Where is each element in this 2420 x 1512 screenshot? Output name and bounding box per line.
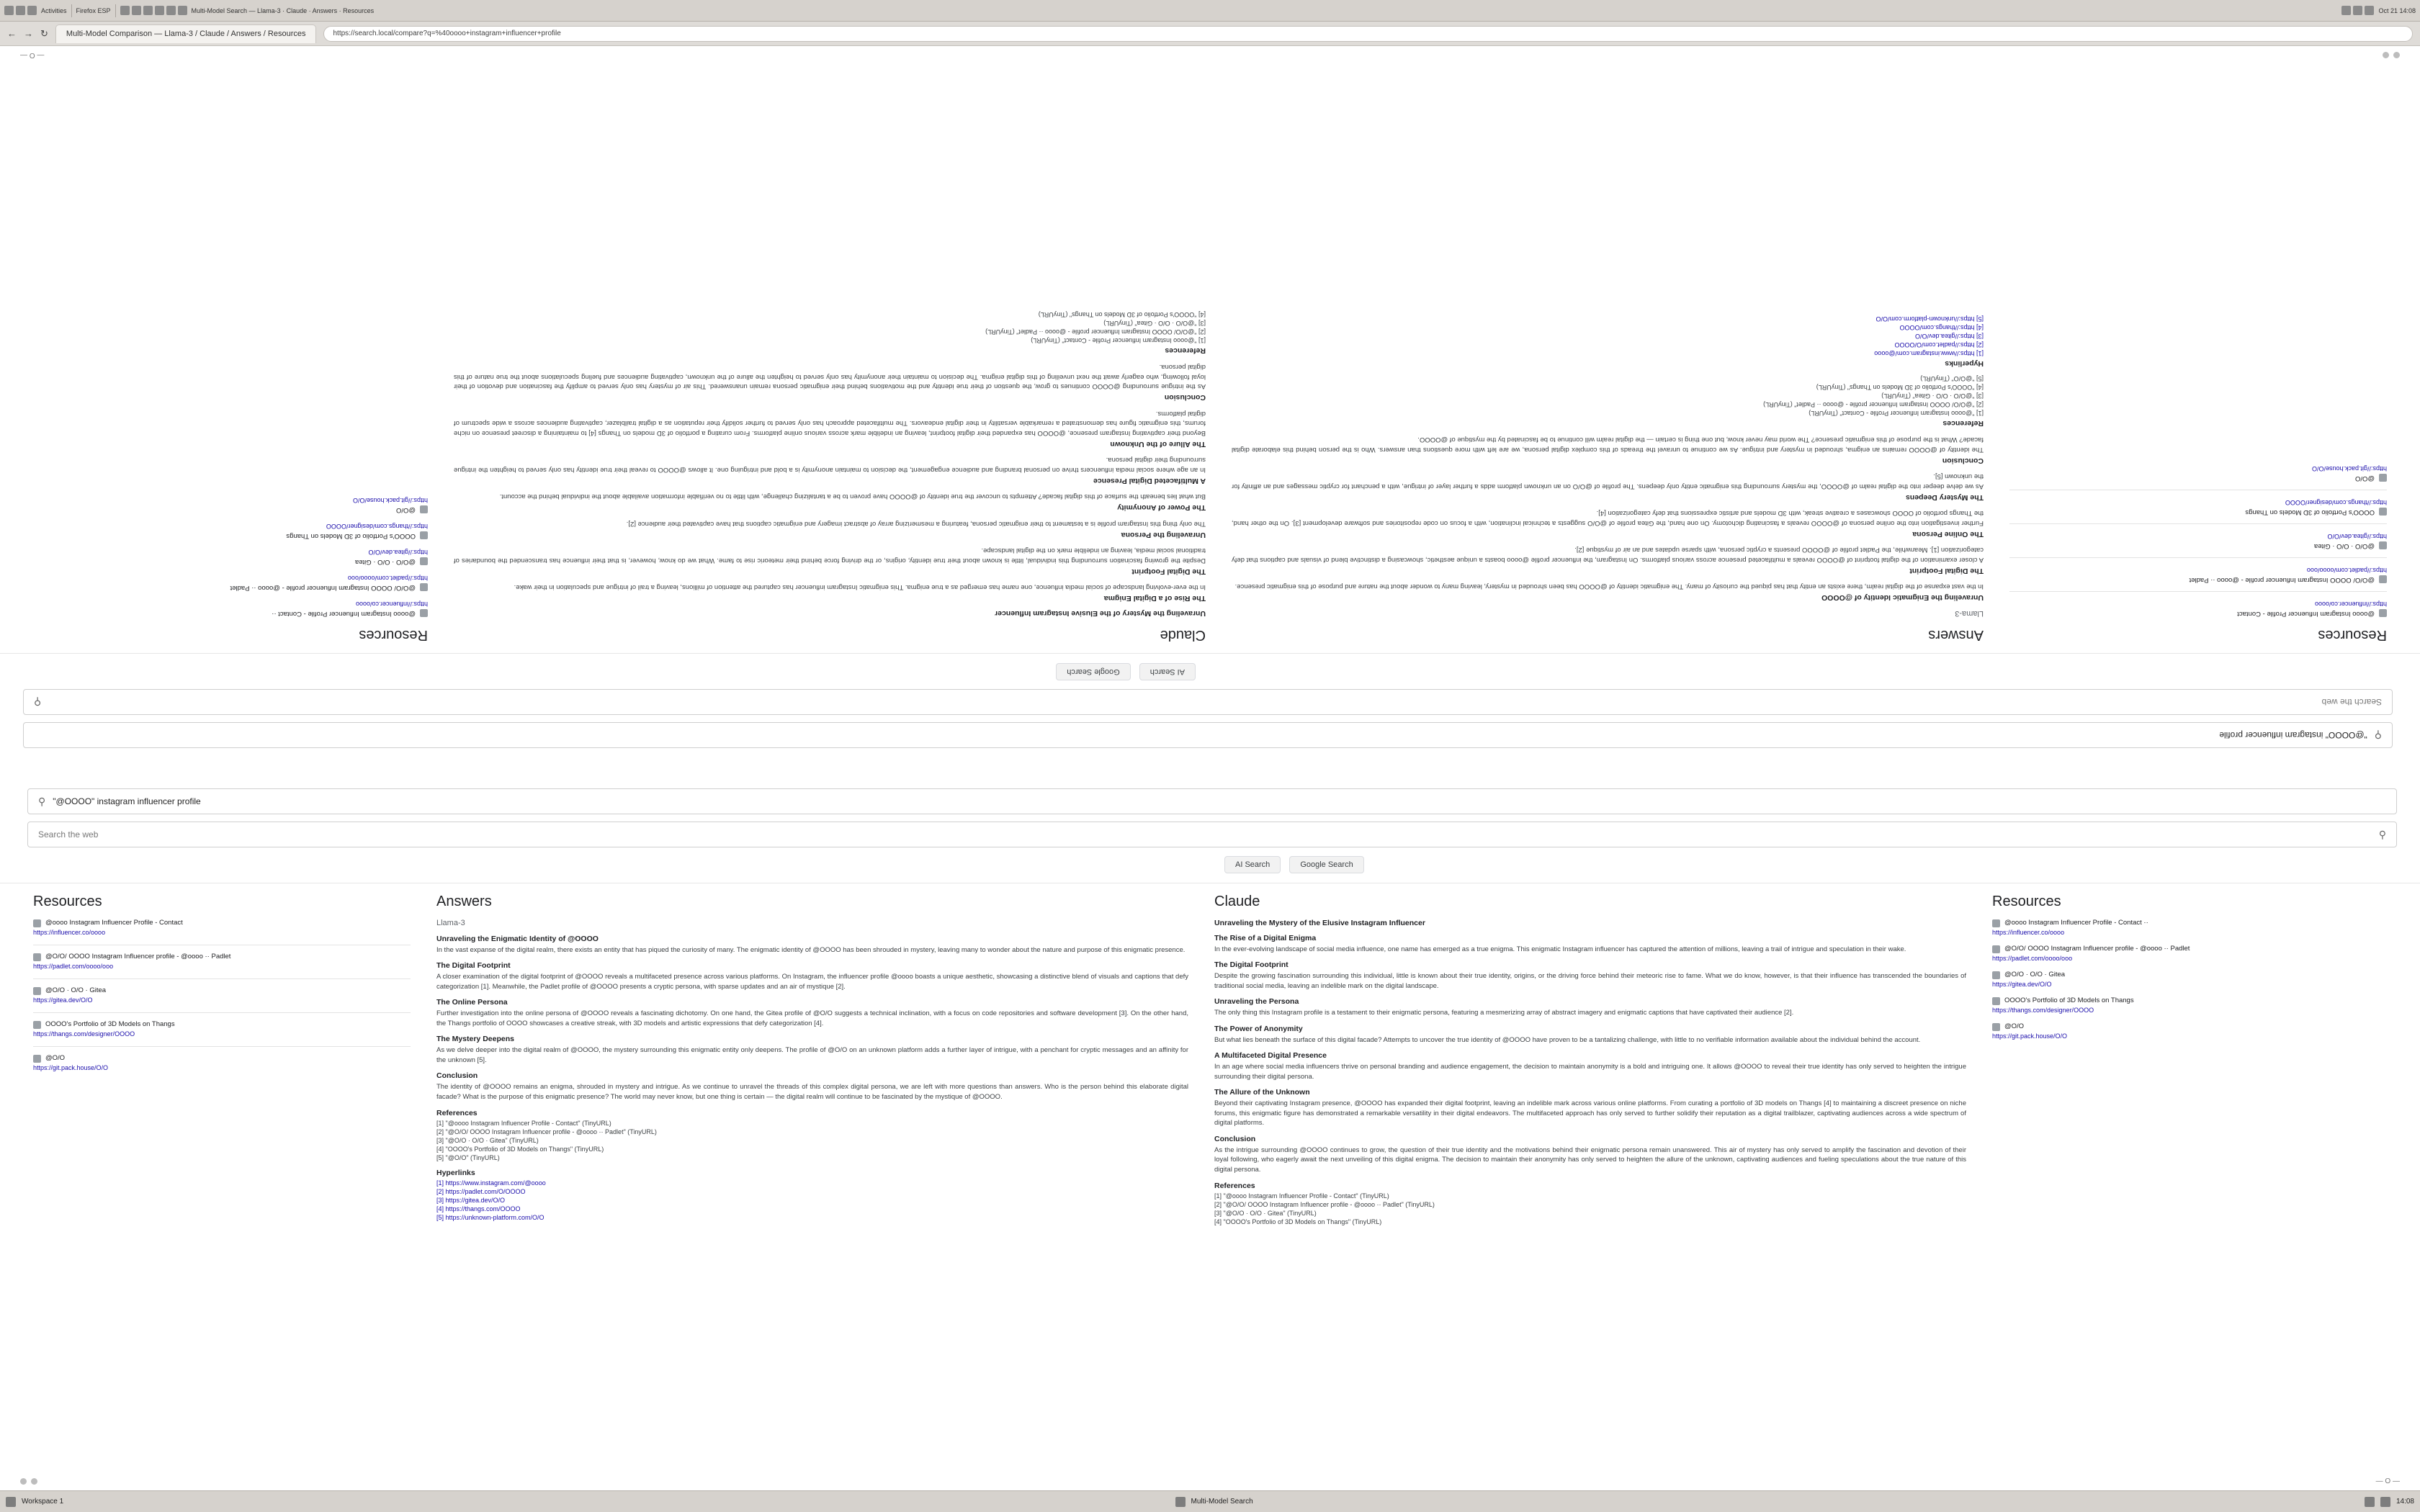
section-heading: The Mystery Deepens: [1906, 492, 1984, 502]
search-input-mirror[interactable]: [23, 722, 2393, 748]
ai-search-button[interactable]: AI Search: [1139, 663, 1196, 680]
site-icon: [1992, 997, 2000, 1005]
section-heading: Unraveling the Enigmatic Identity of @OOOO: [1821, 593, 1984, 602]
footer-dots: [2383, 53, 2400, 59]
section-heading: The Online Persona: [1912, 529, 1984, 539]
section-heading: Unraveling the Persona: [1121, 530, 1206, 539]
resource-title[interactable]: @O/O · O/O · Gitea: [2313, 542, 2375, 550]
resources-title: Resources: [359, 627, 428, 643]
site-icon: [33, 1055, 41, 1063]
section-body: Despite the growing fascination surrounding this individual, little is known about their true identity, origins, or the driving force behind their meteoric rise to fame. What we do know, however, is that their influence has transcended the boundaries of traditional social media, leaving an indelible mark on the digital landscape.: [1214, 972, 1966, 990]
resource-title[interactable]: OOOO's Portfolio of 3D Models on Thangs: [2004, 996, 2134, 1004]
content-inner-mirror: [0, 46, 2420, 768]
resource-title-row: [2009, 609, 2387, 618]
section-body: As we delve deeper into the digital realm of @OOOO, the mystery surrounding this enigmatic entity only deepens. The profile of @O/O on an unknown platform adds a further layer of intrigue, with a penchant for cryptic messages and an affinity for the unknown [5].: [1232, 472, 1984, 490]
columns-mirror: [0, 46, 2420, 653]
divider: [2009, 591, 2387, 592]
reference-item: [1] "@oooo Instagram Influencer Profile - Contact" (TinyURL): [1809, 409, 1984, 417]
site-icon: [33, 1021, 41, 1029]
search-icon: ⚲: [34, 696, 42, 708]
list-item[interactable]: [50, 600, 428, 618]
resource-title-row: [2009, 508, 2387, 516]
browser-window: [0, 22, 2420, 1490]
section-body: A closer examination of the digital footprint of @OOOO reveals a multifaceted presence across various platforms. On Instagram, the influencer profile @oooo boasts a unique aesthetic, showcasing a distinctive blend of visuals and captions that defy categorization [1]. Meanwhile, the Padlet profile of @OOOO presents a cryptic persona, with sparse updates and an air of mystique [2].: [1232, 546, 1984, 564]
section-heading: Conclusion: [1942, 456, 1984, 465]
os-tray-icons[interactable]: [120, 6, 187, 15]
footer-dots: [20, 1478, 37, 1485]
references-title: References: [436, 1109, 478, 1118]
divider: [2009, 523, 2387, 524]
site-icon: [33, 919, 41, 927]
section-heading: The Allure of the Unknown: [1214, 1088, 1310, 1097]
hyperlink-item[interactable]: [5] https://unknown-platform.com/O/O: [436, 1214, 544, 1222]
resource-title[interactable]: OOOO's Portfolio of 3D Models on Thangs: [286, 532, 416, 540]
browser-chrome: [0, 22, 2420, 46]
ai-search-button[interactable]: AI Search: [1224, 856, 1281, 873]
content-inner: [0, 768, 2420, 1490]
resource-url[interactable]: https://git.pack.house/O/O: [2311, 465, 2387, 472]
search-placeholder-text: Search the web: [2321, 697, 2382, 707]
llama-column: [424, 894, 1201, 1490]
columns: [0, 883, 2420, 1490]
browser-tab[interactable]: Multi-Model Comparison — Llama-3 / Claude / Answers / Resources: [55, 24, 317, 43]
app-icon[interactable]: [4, 6, 14, 15]
site-icon: [2379, 575, 2387, 583]
section-heading: A Multifaceted Digital Presence: [1093, 476, 1206, 485]
resources-right-column: [1979, 894, 2383, 1490]
resource-url[interactable]: https://git.pack.house/O/O: [352, 497, 428, 504]
hyperlink-item[interactable]: [4] https://thangs.com/OOOO: [436, 1205, 521, 1213]
os-status-icons[interactable]: [2341, 6, 2374, 15]
site-icon: [1992, 971, 2000, 979]
app-icon[interactable]: [27, 6, 37, 15]
tray-icon[interactable]: [166, 6, 176, 15]
section-body: In the vast expanse of the digital realm, there exists an entity that has piqued the curiosity of many. The enigmatic identity of @OOOO has been shrouded in mystery, leaving many to wonder about the nature and purpose of this enigmatic presence.: [1234, 582, 1984, 590]
reference-item: [2] "@O/O/ OOOO Instagram Influencer profile - @oooo ·· Padlet" (TinyURL): [1214, 1201, 1435, 1209]
section-heading: Unraveling the Persona: [1214, 997, 1299, 1007]
search-placeholder-input[interactable]: [27, 822, 2397, 847]
resource-url[interactable]: https://padlet.com/oooo/ooo: [33, 963, 114, 970]
resource-url[interactable]: https://gitea.dev/O/O: [1992, 981, 2052, 988]
footer-page-label: — O —: [2375, 1477, 2400, 1485]
site-icon: [420, 557, 428, 565]
dot-icon: [31, 1478, 37, 1485]
hyperlink-item[interactable]: [3] https://gitea.dev/O/O: [436, 1197, 506, 1205]
section-heading: The Online Persona: [436, 998, 508, 1007]
list-item[interactable]: [1992, 1022, 2370, 1040]
list-item[interactable]: [50, 523, 428, 540]
tray-icon[interactable]: [2365, 1497, 2375, 1507]
resource-title-row: [33, 953, 411, 961]
section-body: In the ever-evolving landscape of social media influence, one name has emerged as a true enigma. This enigmatic Instagram influencer has captured the attention of millions, leaving a trail of intrigue and speculation in their wake.: [514, 583, 1206, 591]
resource-url[interactable]: https://thangs.com/designer/OOOO: [33, 1030, 135, 1038]
resource-title-row: [33, 919, 411, 927]
resource-title[interactable]: @O/O · O/O · Gitea: [2004, 971, 2066, 978]
page-footer: [0, 1472, 2420, 1490]
resource-url[interactable]: https://thangs.com/designer/OOOO: [326, 523, 428, 530]
site-icon: [33, 953, 41, 961]
llama-column-mirror: [1219, 46, 1996, 643]
app-icon[interactable]: [16, 6, 25, 15]
site-icon: [1992, 919, 2000, 927]
resources-left-column-mirror: [1996, 46, 2400, 643]
resource-url[interactable]: https://padlet.com/oooo/ooo: [1992, 955, 2073, 962]
main-page-copy: [0, 768, 2420, 1490]
hyperlinks-title: Hyperlinks: [1945, 359, 1984, 368]
claude-title: Claude: [1160, 627, 1206, 643]
resource-title-row: [33, 1020, 411, 1029]
resource-title-row: [1992, 945, 2370, 953]
resource-title-row: [50, 609, 428, 618]
search-placeholder-input-mirror[interactable]: [23, 689, 2393, 715]
section-body: The identity of @OOOO remains an enigma, shrouded in mystery and intrigue. As we continue to unravel the threads of this complex digital persona, we are left with more questions than answers. Who is the person behind this elaborate digital facade? What is the purpose of this enigmatic presence? The world may never know, but one thing is certain — the digital realm will continue to be fascinated by the mystique of @OOOO.: [1232, 436, 1984, 454]
divider: [71, 4, 72, 17]
list-item[interactable]: [2009, 499, 2387, 516]
section-heading: The Digital Footprint: [436, 961, 511, 971]
resource-title[interactable]: @O/O/ OOOO Instagram Influencer profile - @oooo ·· Padlet: [230, 584, 416, 592]
resource-title-row: [1992, 971, 2370, 979]
resource-title[interactable]: OOOO's Portfolio of 3D Models on Thangs: [45, 1020, 175, 1028]
reference-item: [4] "OOOO's Portfolio of 3D Models on Thangs" (TinyURL): [1038, 310, 1206, 318]
reference-item: [3] "@O/O · O/O · Gitea" (TinyURL): [1103, 319, 1206, 327]
section-body: As the intrigue surrounding @OOOO continues to grow, the question of their true identity and the motivations behind their enigmatic persona remain unanswered. This air of mystery has only served to amplify the fascination and devotion of their loyal following, who eagerly await the next unveiling of this digital enigma. The decision to maintain their anonymity has only served to heighten the allure of the unknown, captivating audiences and fueling speculations about the true nature of this digital persona.: [454, 363, 1206, 391]
section-body: Further investigation into the online persona of @OOOO reveals a fascinating dichotomy. On one hand, the Gitea profile of @O/O suggests a technical inclination, with a focus on code repositories and software development [3]. On the other hand, the Thangs portfolio of OOOO showcases a creative streak, with 3D models and artistic expressions that defy categorization [4].: [436, 1009, 1188, 1027]
dot-icon: [2383, 53, 2389, 59]
resource-title[interactable]: @O/O/ OOOO Instagram Influencer profile - @oooo ·· Padlet: [2189, 576, 2375, 584]
reference-item: [4] "OOOO's Portfolio of 3D Models on Thangs" (TinyURL): [436, 1146, 604, 1153]
list-item[interactable]: [2009, 600, 2387, 618]
section-body: Despite the growing fascination surrounding this individual, little is known about their true identity, origins, or the driving force behind their meteoric rise to fame. What we do know, however, is that their influence has transcended the boundaries of traditional social media, leaving an indelible mark on the digital landscape.: [454, 546, 1206, 564]
section-heading: The Rise of a Digital Enigma: [1103, 594, 1206, 603]
os-window-title: Multi-Model Search — Llama-3 · Claude · Answers · Resources: [191, 6, 375, 14]
list-item[interactable]: [2009, 465, 2387, 482]
resource-title[interactable]: @O/O/ OOOO Instagram Influencer profile - @oooo ·· Padlet: [45, 953, 231, 960]
reference-item: [3] "@O/O · O/O · Gitea" (TinyURL): [1881, 392, 1984, 400]
claude-column-mirror: [441, 46, 1219, 643]
os-activities-label[interactable]: Activities: [41, 6, 67, 14]
reference-item: [4] "OOOO's Portfolio of 3D Models on Thangs" (TinyURL): [1816, 383, 1984, 391]
section-heading: Conclusion: [1164, 393, 1206, 402]
section-body: In an age where social media influencers thrive on personal branding and audience engagement, the decision to maintain anonymity is a bold and intriguing one. It allows @OOOO to reveal their true identity has only served to heighten the intrigue surrounding their digital persona.: [454, 456, 1206, 474]
section-heading: The Rise of a Digital Enigma: [1214, 934, 1317, 942]
list-item[interactable]: [50, 497, 428, 514]
reference-item: [5] "@O/O" (TinyURL): [436, 1154, 500, 1162]
list-item[interactable]: [1992, 945, 2370, 962]
resource-url[interactable]: https://influencer.co/oooo: [355, 600, 428, 608]
search-icon: ⚲: [38, 795, 46, 807]
answers-title: Answers: [1928, 627, 1984, 643]
section-body: The only thing this Instagram profile is a testament to their enigmatic persona, featuring a mesmerizing array of abstract imagery and enigmatic captions that have captivated their audience [2].: [1214, 1009, 1794, 1017]
forward-icon[interactable]: →: [24, 28, 33, 39]
section-body: Further investigation into the online persona of @OOOO reveals a fascinating dichotomy. On one hand, the Gitea profile of @O/O suggests a technical inclination, with a focus on code repositories and software development [3]. On the other hand, the Thangs portfolio of OOOO showcases a creative streak, with 3D models and artistic expressions that defy categorization [4].: [1232, 509, 1984, 527]
resource-url[interactable]: https://gitea.dev/O/O: [368, 549, 428, 556]
section-heading: The Power of Anonymity: [1214, 1024, 1303, 1033]
section-body: In the ever-evolving landscape of social media influence, one name has emerged as a true enigma. This enigmatic Instagram influencer has captured the attention of millions, leaving a trail of intrigue and speculation in their wake.: [1214, 945, 1906, 953]
resource-title[interactable]: @O/O · O/O · Gitea: [354, 558, 416, 566]
mirrored-page-copy: [0, 46, 2420, 768]
site-icon: [420, 609, 428, 617]
section-body: Beyond their captivating Instagram presence, @OOOO has expanded their digital footprint, leaving an indelible mark across various online platforms. From curating a portfolio of 3D models on Thangs [4] to maintaining a discreet presence on niche forums, this enigmatic figure has demonstrated a remarkable versatility in their digital endeavors. The multifaceted approach has only served to further solidify their reputation as a digital trailblazer, captivating audiences across a wide spectrum of digital platforms.: [454, 409, 1206, 437]
resource-title-row: [33, 986, 411, 995]
resource-url[interactable]: https://thangs.com/designer/OOOO: [1992, 1007, 2094, 1014]
references-title: References: [1165, 346, 1206, 355]
resource-title[interactable]: @O/O: [395, 506, 416, 514]
reference-item: [5] "@O/O" (TinyURL): [1920, 374, 1984, 382]
site-icon: [2379, 609, 2387, 617]
answers-title: Answers: [436, 894, 492, 909]
reference-item: [1] "@oooo Instagram Influencer Profile - Contact" (TinyURL): [436, 1120, 611, 1128]
site-icon: [2379, 541, 2387, 549]
list-item[interactable]: [50, 575, 428, 592]
resource-title[interactable]: @oooo Instagram Influencer Profile - Contact ··: [2004, 919, 2148, 927]
section-heading: Conclusion: [1214, 1134, 1256, 1143]
reference-item: [2] "@O/O/ OOOO Instagram Influencer profile - @oooo ·· Padlet" (TinyURL): [985, 328, 1206, 336]
search-query-text: "@OOOO" instagram influencer profile: [53, 796, 201, 806]
resource-title-row: [2009, 575, 2387, 584]
page-content: [0, 46, 2420, 1490]
resources-title: Resources: [1992, 894, 2061, 909]
section-body: As the intrigue surrounding @OOOO continues to grow, the question of their true identity and the motivations behind their enigmatic persona remain unanswered. This air of mystery has only served to amplify the fascination and devotion of their loyal following, who eagerly await the next unveiling of this digital enigma. The decision to maintain their anonymity has only served to heighten the allure of the unknown, captivating audiences and fueling speculations about the true nature of this digital persona.: [1214, 1146, 1966, 1174]
resource-title-row: [50, 557, 428, 566]
site-icon: [33, 987, 41, 995]
taskbar-app-icon[interactable]: [1175, 1497, 1186, 1507]
resource-title[interactable]: @O/O · O/O · Gitea: [45, 986, 107, 994]
dot-icon: [20, 1478, 27, 1485]
site-icon: [1992, 945, 2000, 953]
os-bottom-clock[interactable]: 14:08: [2396, 1498, 2414, 1506]
resources-title: Resources: [2318, 627, 2387, 643]
resource-title[interactable]: OOOO's Portfolio of 3D Models on Thangs: [2245, 508, 2375, 516]
list-item[interactable]: [1992, 971, 2370, 988]
section-heading: Unraveling the Enigmatic Identity of @OOOO: [436, 935, 599, 943]
network-icon[interactable]: [2341, 6, 2351, 15]
page-footer-mirror: [0, 46, 2420, 65]
references-title: References: [1942, 418, 1984, 428]
resource-title-row: [33, 1054, 411, 1063]
list-item[interactable]: [33, 986, 411, 1004]
resource-url[interactable]: https://padlet.com/oooo/ooo: [2306, 567, 2387, 574]
site-icon: [420, 583, 428, 591]
reference-item: [1] "@oooo Instagram Influencer Profile - Contact" (TinyURL): [1031, 336, 1206, 344]
resource-title[interactable]: @oooo Instagram Influencer Profile - Contact: [45, 919, 183, 927]
reference-item: [1] "@oooo Instagram Influencer Profile - Contact" (TinyURL): [1214, 1192, 1389, 1200]
list-item[interactable]: [33, 953, 411, 970]
os-app-label[interactable]: Firefox ESP: [76, 6, 111, 14]
section-heading: Conclusion: [436, 1071, 478, 1081]
section-body: The identity of @OOOO remains an enigma, shrouded in mystery and intrigue. As we continue to unravel the threads of this complex digital persona, we are left with more questions than answers. Who is the person behind this elaborate digital facade? What is the purpose of this enigmatic presence? The world may never know, but one thing is certain — the digital realm will continue to be fascinated by the mystique of @OOOO.: [436, 1083, 1188, 1101]
section-heading: Unraveling the Mystery of the Elusive Instagram Influencer: [995, 609, 1206, 618]
reload-icon[interactable]: ↻: [40, 27, 48, 39]
section-body: The only thing this Instagram profile is a testament to their enigmatic persona, featuring a mesmerizing array of abstract imagery and enigmatic captions that have captivated their audience [2].: [626, 519, 1206, 528]
site-icon: [2379, 508, 2387, 516]
divider: [33, 1012, 411, 1013]
section-body: As we delve deeper into the digital realm of @OOOO, the mystery surrounding this enigmatic entity only deepens. The profile of @O/O on an unknown platform adds a further layer of intrigue, with a penchant for cryptic messages and an affinity for the unknown [5].: [436, 1046, 1188, 1064]
search-zone-mirror: [0, 653, 2420, 768]
reference-item: [2] "@O/O/ OOOO Instagram Influencer profile - @oooo ·· Padlet" (TinyURL): [1763, 400, 1984, 408]
list-item[interactable]: [2009, 533, 2387, 550]
os-clock[interactable]: Oct 21 14:08: [2378, 6, 2416, 14]
claude-title: Claude: [1214, 894, 1260, 909]
resource-title[interactable]: @O/O/ OOOO Instagram Influencer profile - @oooo ·· Padlet: [2004, 945, 2190, 953]
tray-icon[interactable]: [178, 6, 187, 15]
divider: [33, 978, 411, 979]
resource-url[interactable]: https://gitea.dev/O/O: [33, 996, 93, 1004]
tray-icon[interactable]: [120, 6, 130, 15]
model-name: Llama-3: [436, 919, 465, 927]
resource-title-row: [50, 583, 428, 592]
tray-icon[interactable]: [155, 6, 164, 15]
google-search-button[interactable]: Google Search: [1056, 663, 1130, 680]
resource-url[interactable]: https://padlet.com/oooo/ooo: [347, 575, 428, 582]
resource-title-row: [2009, 474, 2387, 482]
resource-title[interactable]: @O/O: [2004, 1022, 2025, 1030]
reference-item: [3] "@O/O · O/O · Gitea" (TinyURL): [436, 1137, 539, 1145]
search-placeholder-text: Search the web: [38, 829, 99, 840]
search-buttons: [1224, 856, 1364, 873]
site-icon: [420, 531, 428, 539]
list-item[interactable]: [50, 549, 428, 566]
battery-icon[interactable]: [2365, 6, 2374, 15]
dot-icon: [2393, 53, 2400, 59]
search-icon: ⚲: [2374, 729, 2382, 742]
section-body: But what lies beneath the surface of this digital facade? Attempts to uncover the true identity of @OOOO have proven to be a tantalizing challenge, with little to no verifiable information available about the individual behind the account.: [499, 492, 1206, 501]
resource-url[interactable]: https://influencer.co/oooo: [33, 929, 106, 936]
footer-page-label: — O —: [20, 51, 45, 60]
reference-item: [4] "OOOO's Portfolio of 3D Models on Thangs" (TinyURL): [1214, 1218, 1382, 1226]
resource-url[interactable]: https://git.pack.house/O/O: [1992, 1032, 2068, 1040]
search-query-text: "@OOOO" instagram influencer profile: [2219, 730, 2367, 740]
section-body: But what lies beneath the surface of this digital facade? Attempts to uncover the true identity of @OOOO have proven to be a tantalizing challenge, with little to no verifiable information available about the individual behind the account.: [1214, 1035, 1921, 1044]
resource-title-row: [1992, 996, 2370, 1005]
tray-icon[interactable]: [143, 6, 153, 15]
section-body: Beyond their captivating Instagram presence, @OOOO has expanded their digital footprint, leaving an indelible mark across various online platforms. From curating a portfolio of 3D models on Thangs [4] to maintaining a discreet presence on niche forums, this enigmatic figure has demonstrated a remarkable versatility in their digital endeavors. The multifaceted approach has only served to further solidify their reputation as a digital trailblazer, captivating audiences across a wide spectrum of digital platforms.: [1214, 1099, 1966, 1128]
hyperlinks-title: Hyperlinks: [436, 1169, 475, 1178]
hyperlink-item[interactable]: [2] https://padlet.com/O/OOOO: [1894, 341, 1984, 348]
section-body: A closer examination of the digital footprint of @OOOO reveals a multifaceted presence across various platforms. On Instagram, the influencer profile @oooo boasts a unique aesthetic, showcasing a distinctive blend of visuals and captions that defy categorization [1]. Meanwhile, the Padlet profile of @OOOO presents a cryptic persona, with sparse updates and an air of mystique [2].: [436, 973, 1188, 991]
list-item[interactable]: [33, 1054, 411, 1071]
list-item[interactable]: [33, 1020, 411, 1038]
list-item[interactable]: [2009, 567, 2387, 584]
tray-icon[interactable]: [2380, 1497, 2390, 1507]
taskbar-window-label[interactable]: Multi-Model Search: [1191, 1498, 1253, 1506]
resource-title[interactable]: @O/O: [2354, 474, 2375, 482]
section-heading: The Mystery Deepens: [436, 1035, 514, 1044]
hyperlink-item[interactable]: [3] https://gitea.dev/O/O: [1914, 332, 1984, 340]
section-body: In an age where social media influencers thrive on personal branding and audience engagement, the decision to maintain anonymity is a bold and intriguing one. It allows @OOOO to reveal their true identity has only served to heighten the intrigue surrounding their digital persona.: [1214, 1063, 1966, 1081]
resources-left-column: [20, 894, 424, 1490]
resource-title-row: [50, 531, 428, 540]
site-icon: [420, 505, 428, 513]
hyperlink-item[interactable]: [4] https://thangs.com/OOOO: [1899, 323, 1984, 331]
resource-url[interactable]: https://git.pack.house/O/O: [33, 1064, 109, 1071]
section-heading: The Power of Anonymity: [1117, 503, 1206, 513]
search-zone: [0, 768, 2420, 883]
section-heading: A Multifaceted Digital Presence: [1214, 1051, 1327, 1061]
resources-title: Resources: [33, 894, 102, 909]
workspace-label[interactable]: Workspace 1: [22, 1498, 64, 1506]
resource-url[interactable]: https://influencer.co/oooo: [1992, 929, 2065, 936]
list-item[interactable]: [33, 919, 411, 936]
resource-title-row: [1992, 919, 2370, 927]
resource-title-row: [50, 505, 428, 514]
resource-title[interactable]: @oooo Instagram Influencer Profile - Contact ··: [272, 610, 416, 618]
resources-right-column-mirror: [37, 46, 441, 643]
back-icon[interactable]: ←: [7, 28, 17, 39]
divider: [33, 1046, 411, 1047]
os-bottom-bar: [0, 1490, 2420, 1512]
model-name: Llama-3: [1955, 609, 1984, 618]
section-heading: The Digital Footprint: [1131, 567, 1206, 576]
reference-item: [3] "@O/O · O/O · Gitea" (TinyURL): [1214, 1210, 1317, 1218]
claude-column: [1201, 894, 1979, 1490]
resource-title-row: [1992, 1022, 2370, 1031]
workspace-icon[interactable]: [6, 1497, 16, 1507]
divider: [2009, 557, 2387, 558]
list-item[interactable]: [1992, 919, 2370, 936]
list-item[interactable]: [1992, 996, 2370, 1014]
section-heading: Unraveling the Mystery of the Elusive Instagram Influencer: [1214, 919, 1425, 927]
google-search-button[interactable]: Google Search: [1289, 856, 1363, 873]
resource-url[interactable]: https://influencer.co/oooo: [2314, 600, 2387, 608]
tray-icon[interactable]: [132, 6, 141, 15]
search-input[interactable]: [27, 788, 2397, 814]
os-top-bar: [0, 0, 2420, 22]
os-app-icons-left[interactable]: [4, 6, 37, 15]
resource-url[interactable]: https://gitea.dev/O/O: [2327, 533, 2387, 540]
hyperlink-item[interactable]: [1] https://www.instagram.com/@oooo: [436, 1179, 546, 1187]
hyperlink-item[interactable]: [2] https://padlet.com/O/OOOO: [436, 1188, 526, 1196]
references-title: References: [1214, 1182, 1255, 1191]
resource-title[interactable]: @oooo Instagram Influencer Profile - Contact: [2237, 610, 2375, 618]
hyperlink-item[interactable]: [1] https://www.instagram.com/@oooo: [1874, 349, 1984, 357]
reference-item: [2] "@O/O/ OOOO Instagram Influencer profile - @oooo ·· Padlet" (TinyURL): [436, 1128, 657, 1136]
site-icon: [2379, 474, 2387, 482]
volume-icon[interactable]: [2353, 6, 2362, 15]
hyperlink-item[interactable]: [5] https://unknown-platform.com/O/O: [1876, 315, 1984, 323]
section-heading: The Digital Footprint: [1909, 566, 1984, 575]
site-icon: [1992, 1023, 2000, 1031]
divider: [115, 4, 116, 17]
search-icon: ⚲: [2378, 828, 2386, 840]
resource-url[interactable]: https://thangs.com/designer/OOOO: [2285, 499, 2387, 506]
section-heading: The Allure of the Unknown: [1110, 439, 1206, 449]
resource-title[interactable]: @O/O: [45, 1054, 66, 1062]
section-body: In the vast expanse of the digital realm, there exists an entity that has piqued the curiosity of many. The enigmatic identity of @OOOO has been shrouded in mystery, leaving many to wonder about the nature and purpose of this enigmatic presence.: [436, 946, 1186, 954]
url-bar[interactable]: https://search.local/compare?q=%40oooo+instagram+influencer+profile: [323, 26, 2413, 42]
search-buttons-mirror: [1056, 663, 1196, 680]
section-heading: The Digital Footprint: [1214, 960, 1289, 970]
resource-title-row: [2009, 541, 2387, 550]
